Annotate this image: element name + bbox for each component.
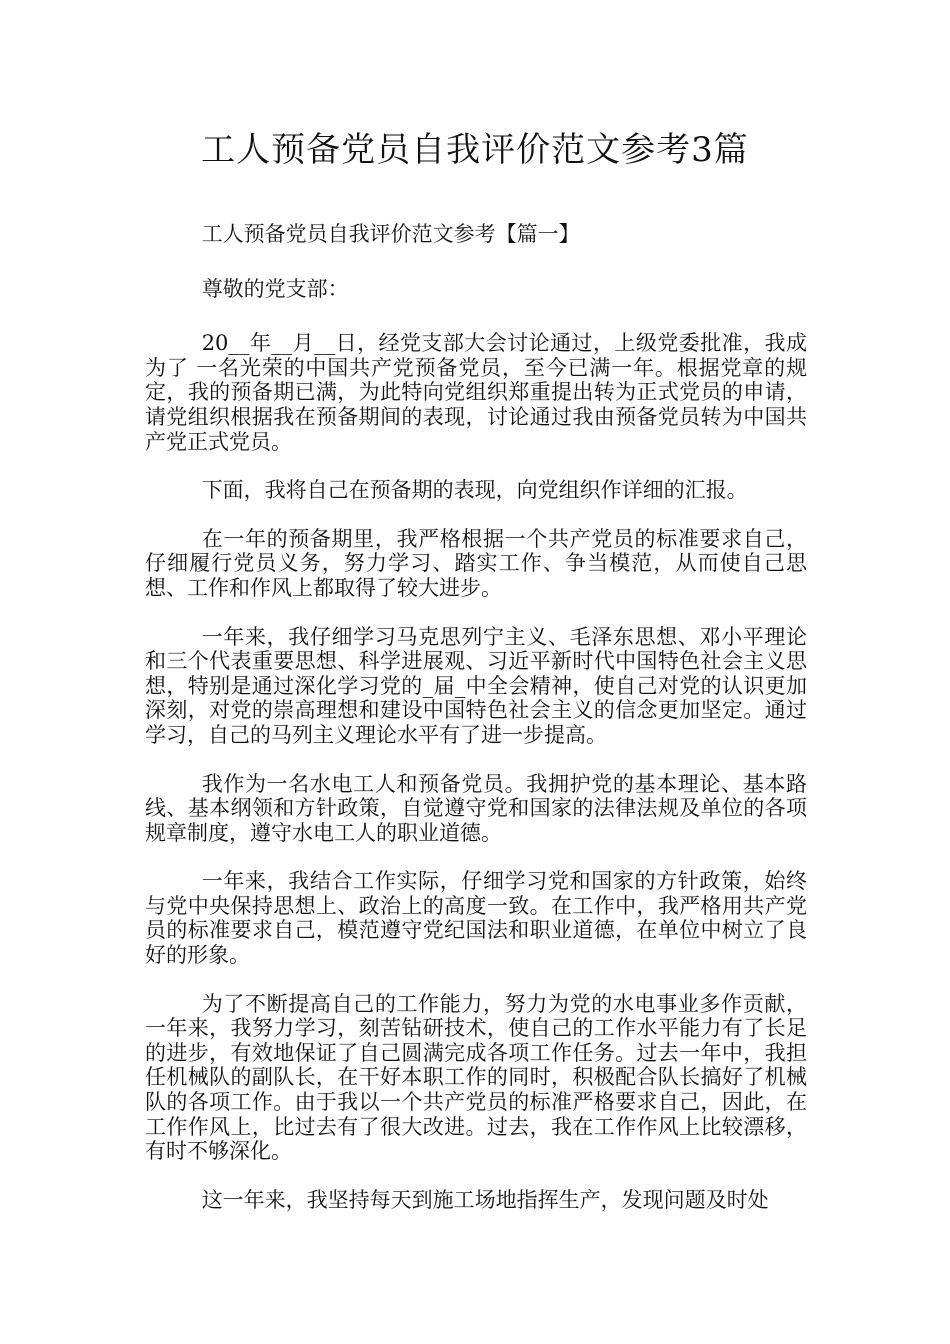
paragraph: 一年来，我结合工作实际，仔细学习党和国家的方针政策，始终与党中央保持思想上、政治上的高度一致。在工作中，我严格用共产党员的标准要求自己，模范遵守党纪国法和职业道德，在单位中树立了良好的形象。: [145, 869, 807, 968]
document-title: 工人预备党员自我评价范文参考3篇: [201, 130, 749, 170]
paragraph: 20__年__月__日，经党支部大会讨论通过，上级党委批准，我成为了 一名光荣的中国共产党预备党员，至今已满一年。根据党章的规定，我的预备期已满，为此特向党组织郑重提出转为正式党员的申请，请党组织根据我在预备期间的表现，讨论通过我由预备党员转为中国共产党正式党员。: [145, 331, 807, 454]
paragraph: 一年来，我仔细学习马克思列宁主义、毛泽东思想、邓小平理论和三个代表重要思想、科学进展观、习近平新时代中国特色社会主义思想，特别是通过深化学习党的_届_中全会精神，使自己对党的认识更加深刻，对党的崇高理想和建设中国特色社会主义的信念更加坚定。通过学习，自己的马列主义理论水平有了进一步提高。: [145, 624, 807, 747]
salutation: 尊敬的党支部：: [201, 276, 349, 301]
paragraph: 我作为一名水电工人和预备党员。我拥护党的基本理论、基本路线、基本纲领和方针政策，自觉遵守党和国家的法律法规及单位的各项规章制度，遵守水电工人的职业道德。: [145, 771, 807, 845]
paragraph: 在一年的预备期里，我严格根据一个共产党员的标准要求自己，仔细履行党员义务，努力学习、踏实工作、争当模范，从而使自己思想、工作和作风上都取得了较大进步。: [145, 526, 807, 600]
paragraph: 下面，我将自己在预备期的表现，向党组织作详细的汇报。: [201, 478, 748, 503]
paragraph: 这一年来，我坚持每天到施工场地指挥生产，发现问题及时处: [201, 1187, 769, 1212]
paragraph: 为了不断提高自己的工作能力，努力为党的水电事业多作贡献，一年来，我努力学习，刻苦钻研技术，使自己的工作水平能力有了长足的进步，有效地保证了自己圆满完成各项工作任务。过去一年中，我担任机械队的副队长，在干好本职工作的同时，积极配合队长搞好了机械队的各项工作。由于我以一个共产党员的标准严格要求自己，因此，在工作作风上，比过去有了很大改进。过去，我在工作作风上比较漂移，有时不够深化。: [145, 991, 807, 1164]
section-heading: 工人预备党员自我评价范文参考【篇一】: [201, 222, 580, 246]
document-body: [145, 222, 807, 1236]
